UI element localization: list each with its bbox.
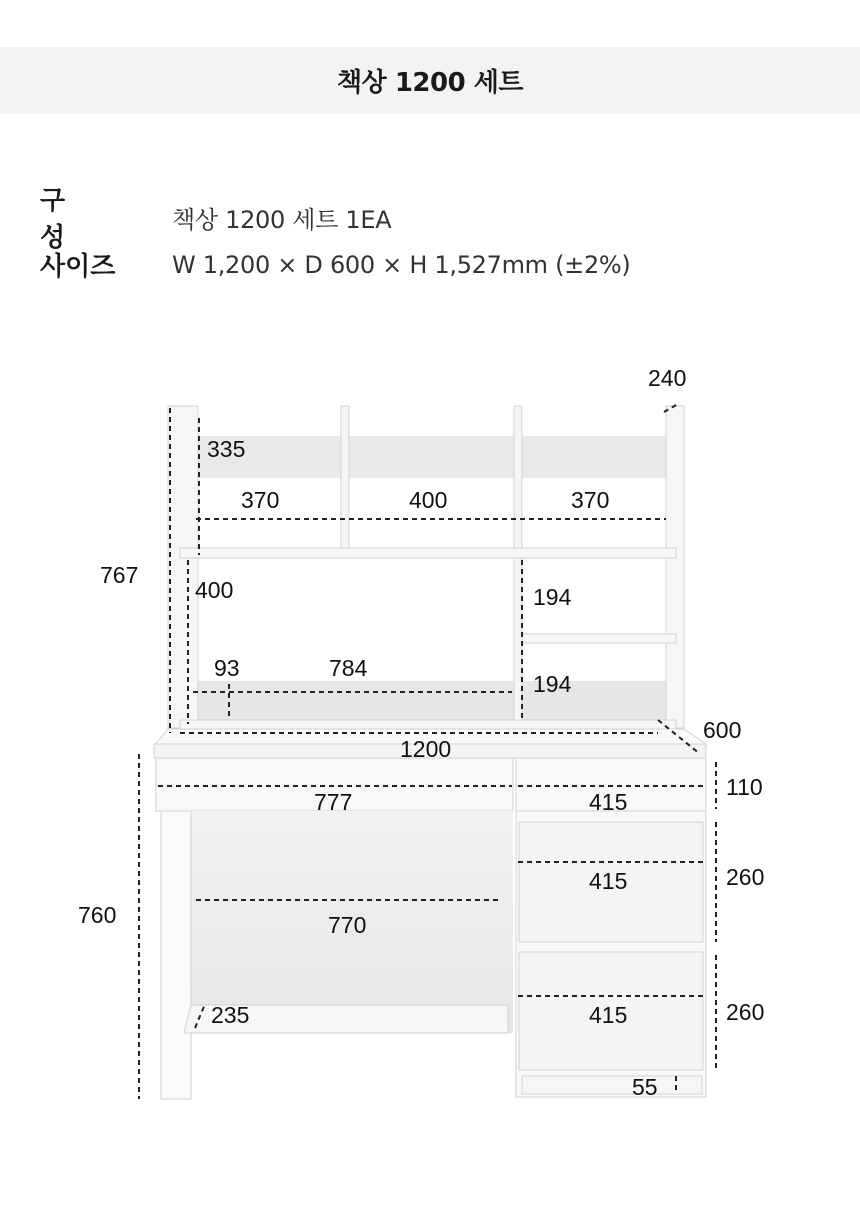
- dim-label-desk-height: 760: [78, 902, 117, 928]
- desk-left-leg: [161, 811, 191, 1099]
- dim-label-inner-width: 784: [329, 655, 368, 681]
- desk: [154, 729, 706, 1099]
- composition-label: 구 성: [40, 186, 92, 253]
- dim-label-hutch-middle-width: 400: [409, 487, 448, 513]
- hutch-divider-right: [514, 406, 522, 728]
- page-title: 책상 1200 세트: [337, 68, 523, 98]
- dim-label-hutch-left-width: 370: [241, 487, 280, 513]
- dim-label-hutch-right-width: 370: [571, 487, 610, 513]
- dim-label-back-strip: 93: [214, 655, 240, 681]
- dim-label-drawer-left-width: 777: [314, 789, 353, 815]
- composition-value: 책상 1200 세트 1EA: [172, 205, 392, 234]
- dim-label-opening-height: 400: [195, 577, 234, 603]
- hutch-main-shelf: [180, 548, 676, 558]
- dim-label-desk-width: 1200: [400, 736, 452, 762]
- dim-label-drawer3-width: 415: [589, 1002, 628, 1028]
- dim-label-drawer2-width: 415: [589, 868, 628, 894]
- dim-label-footrest: 235: [211, 1002, 250, 1028]
- hutch-back-panel-bottom: [196, 681, 666, 721]
- dim-label-desk-depth: 600: [703, 717, 742, 743]
- dim-label-drawer-right-width: 415: [589, 789, 628, 815]
- dim-label-top-shelf: 335: [207, 436, 246, 462]
- dim-label-drawer-height: 110: [726, 774, 763, 800]
- dim-label-plinth: 55: [632, 1074, 658, 1100]
- dim-label-knee-width: 770: [328, 912, 367, 938]
- hutch-divider-left: [341, 406, 349, 554]
- dim-label-hutch-height: 767: [100, 562, 139, 588]
- hutch: [168, 406, 684, 730]
- hutch-right-side: [666, 406, 684, 728]
- hutch-right-shelf: [522, 634, 676, 643]
- size-value: W 1,200 × D 600 × H 1,527mm (±2%): [172, 250, 631, 279]
- dim-label-drawer2-height: 260: [726, 864, 765, 890]
- hutch-left-side: [168, 406, 198, 728]
- size-label: 사이즈: [40, 252, 116, 282]
- dim-label-drawer3-height: 260: [726, 999, 765, 1025]
- dim-label-right-shelf-upper: 194: [533, 584, 572, 610]
- dim-label-hutch-depth: 240: [648, 365, 687, 391]
- hutch-back-panel-top: [196, 436, 666, 478]
- dim-label-right-shelf-lower: 194: [533, 671, 572, 697]
